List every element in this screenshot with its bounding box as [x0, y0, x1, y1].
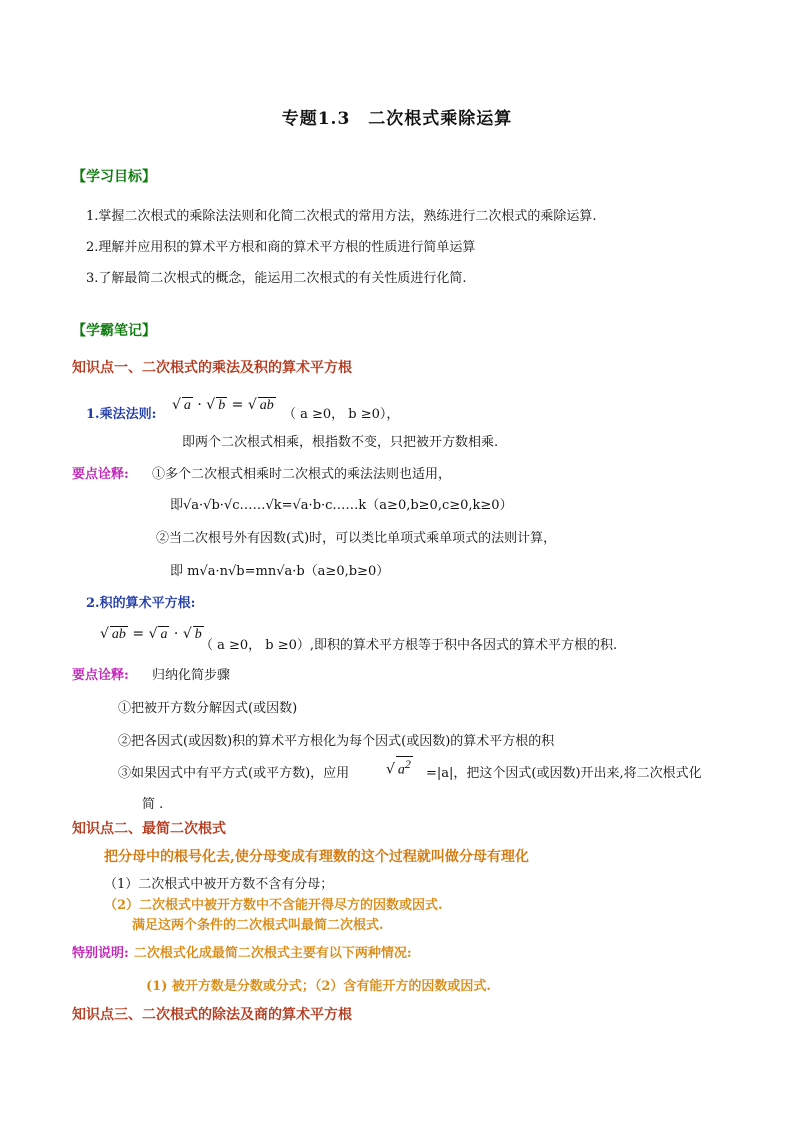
rationalization-definition: 把分母中的根号化去,使分母变成有理数的这个过程就叫做分母有理化	[104, 849, 529, 865]
goal-item-3: 3.了解最简二次根式的概念，能运用二次根式的有关性质进行化简.	[86, 271, 467, 286]
tip-label: 要点诠释:	[72, 467, 129, 482]
goal-item-1: 1.掌握二次根式的乘除法法则和化简二次根式的常用方法，熟练进行二次根式的乘除运算.	[86, 209, 597, 224]
tip3-label: 要点诠释:	[72, 668, 129, 683]
rule-condition: （ a ≥0， b ≥0），	[283, 407, 400, 422]
step-1: ①把被开方数分解因式(或因数)	[118, 701, 298, 716]
rule-description: 即两个二次根式相乘，根指数不变，只把被开方数相乘.	[182, 435, 499, 450]
goals-heading: 【学习目标】	[72, 169, 156, 185]
special-note-label: 特别说明:	[72, 946, 129, 961]
multiplication-rule-label: 1.乘法法则:	[86, 407, 157, 422]
condition-1: （1）二次根式中被开方数不含有分母；	[104, 877, 334, 892]
special-cases: (1) 被开方数是分数或分式；（2）含有能开方的因数或因式.	[146, 979, 491, 994]
tip-2-formula: 即 m√a·n√b=mn√a·b（a≥0,b≥0）	[170, 564, 390, 579]
product-root-description: （ a ≥0， b ≥0）,即积的算术平方根等于积中各因式的算术平方根的积.	[200, 638, 618, 653]
kp2-title: 知识点二、最简二次根式	[72, 821, 226, 837]
special-note: 二次根式化成最简二次根式主要有以下两种情况:	[133, 946, 412, 961]
product-root-formula: √ ab = √ a · √ b	[100, 626, 202, 642]
step-3-continued: =|a|，把这个因式(或因数)开出来,将二次根式化	[426, 766, 702, 781]
step-3: ③如果因式中有平方式(或平方数)，应用	[118, 766, 350, 781]
tip-3: 归纳化简步骤	[152, 668, 231, 683]
kp1-title: 知识点一、二次根式的乘法及积的算术平方根	[72, 360, 352, 376]
notes-heading: 【学霸笔记】	[72, 323, 156, 339]
sqrt-a-squared-formula: √ $a^2$	[386, 757, 411, 778]
goal-item-2: 2.理解并应用积的算术平方根和商的算术平方根的性质进行简单运算	[86, 240, 476, 255]
page-title: 专题1.3 二次根式乘除运算	[281, 109, 513, 129]
kp3-title: 知识点三、二次根式的除法及商的算术平方根	[72, 1007, 352, 1023]
condition-2: （2）二次根式中被开方数中不含能开得尽方的因数或因式.	[104, 898, 443, 913]
step-3-end: 简 .	[142, 797, 164, 812]
step-2: ②把各因式(或因数)积的算术平方根化为每个因式(或因数)的算术平方根的积	[118, 734, 555, 749]
tip-2: ②当二次根号外有因数(式)时，可以类比单项式乘单项式的法则计算，	[156, 531, 557, 546]
product-root-label: 2.积的算术平方根:	[86, 596, 196, 611]
tip-1: ①多个二次根式相乘时二次根式的乘法法则也适用，	[152, 467, 452, 482]
condition-summary: 满足这两个条件的二次根式叫最简二次根式.	[132, 918, 384, 933]
multiplication-rule-formula: √ a · √ b = √ ab	[172, 397, 274, 413]
tip-1-formula: 即√a·√b·√c……√k=√a·b·c……k（a≥0,b≥0,c≥0,k≥0）	[170, 498, 513, 513]
